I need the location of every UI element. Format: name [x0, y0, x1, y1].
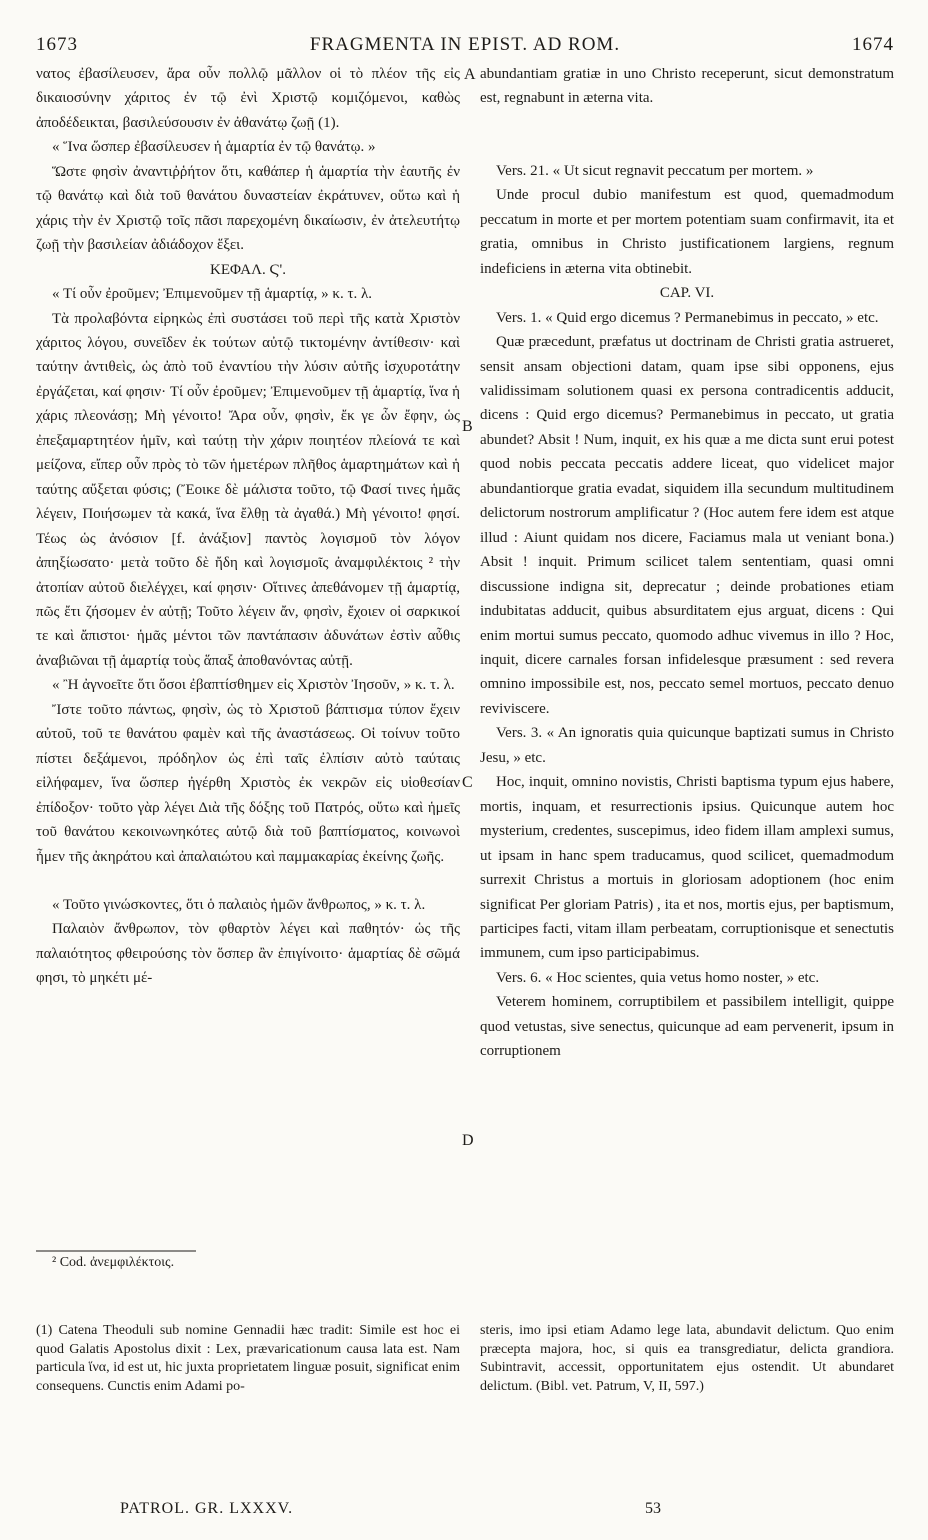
latin-paragraph: abundantiam gratiæ in uno Christo receperunt, sicut demonstratum est, regnabunt in æterna vita. — [480, 66, 894, 107]
latin-lemma: Vers. 3. « An ignoratis quia quicunque baptizati sumus in Christo Jesu, » etc. — [480, 725, 894, 766]
latin-lemma: Vers. 21. « Ut sicut regnavit peccatum per mortem. » — [496, 162, 814, 179]
greek-paragraph: Ἴστε τοῦτο πάντως, φησὶν, ὡς τὸ Χριστοῦ βάπτισμα τύπον ἔχειν αὐτοῦ, τοῦ τε θανάτου φαμὲν καὶ τῆς ἀναστάσεως. Οἱ τοίνυν τοῦτο πίστει δεξάμενοι, πρόδηλον ὡς ἐπὶ ταῖς ἐλπίσιν αὐτὸ ταύταις εἰλήφαμεν, ἵνα ὥσπερ ἠγέρθη Χριστὸς ἐκ νεκρῶν εἰς υἱοθεσίαν ἐπίδοξον· τοῦτο γὰρ λέγει Διὰ τῆς δόξης τοῦ Πατρός, οὕτω καὶ ἡμεῖς τοῦ θανάτου κεκοινωνηκότες αὐτῷ διὰ τοῦ βαπτίσματος, κοινωνοὶ ἦμεν τῆς ἀκηράτου καὶ ἀπαλαιώτου καὶ παμμακαρίας ἐκείνης ζωῆς. — [36, 701, 460, 865]
latin-lemma: Vers. 6. « Hoc scientes, quia vetus homo noster, » etc. — [496, 969, 820, 986]
greek-lemma: « Ἵνα ὥσπερ ἐβασίλευσεν ἡ ἁμαρτία ἐν τῷ θανάτῳ. » — [52, 139, 376, 156]
greek-footnote: ² Cod. ἀνεμφιλέκτοις. — [52, 1255, 175, 1270]
latin-paragraph: Unde procul dubio manifestum est quod, quemadmodum peccatum in morte et per mortem potentiam suam confirmavit, ita et gratia, omnibus in Christo justificationem largiens, regnum indeficiens in æterna vita obtinebit. — [480, 187, 894, 277]
spacer — [36, 869, 460, 893]
latin-paragraph: Quæ præcedunt, præfatus ut doctrinam de Christi gratia astrueret, sensit ansam objectioni datam, quam ipse sibi opponens, ejus validissimam solutionem quasi ex persona contradicentis adducit, dicens : Quid ergo dicemus? Permanebimus in peccato, ut gratia abundet? Absit ! Num, inquit, ex his quæ a me dicta sunt erui potest quod nobis peccata peccatis addere liceat, quo videlicet major abundantiorque gratia evadat, siquidem illa secundum multitudinem delictorum nostrorum amplificatur ? (Hoc autem fere idem est atque illud : Aiunt quidam nos dicere, Faciamus mala ut veniant bona.) Absit ! inquit. Primum scilicet talem sententiam, quasi omni discussione indigna sit, deprecatur ; deinde probationes etiam indubitatas adducit, quibus absurditatem ejus arguat, dicens : Qui enim mortui sumus peccato, quomodo adhuc vivemus in illo ? Hoc, inquit, dicere carnales forsan infidelesque præsument : sed revera omnino impossibile est, nos, peccato semel mortuos, peccato denuo reviviscere. — [480, 334, 894, 717]
greek-paragraph: Παλαιὸν ἄνθρωπον, τὸν φθαρτὸν λέγει καὶ παθητόν· ὡς τῆς παλαιότητος φθειρούσης τὸν ὅσπερ ἂν ἐπιγίνοιτο· ἁμαρτίας δὲ σῶμά φησι, τὸ μηκέτι μέ- — [36, 921, 460, 987]
greek-paragraph: νατος ἐβασίλευσεν, ἄρα οὖν πολλῷ μᾶλλον οἱ τὸ πλέον τῆς εἰς δικαιοσύνην χάριτος ἐν τῷ ἐνὶ Χριστῷ κομιζόμενοι, καθὼς ἀποδέδεικται, βασιλεύσουσιν ἐν ἀθανάτῳ ζωῇ (1). — [36, 66, 460, 131]
margin-letter-a: A — [464, 66, 476, 83]
editorial-note-left — [36, 1322, 460, 1396]
latin-column — [480, 62, 894, 1064]
latin-paragraph: Hoc, inquit, omnino novistis, Christi baptisma typum ejus habere, mortis, inquam, et resurrectionis ipsius. Quicunque autem hoc mysterium, credentes, suscepimus, ideo fidem illam amplexi sumus, ut ipsam in hanc spem traducamus, quod scilicet, quemadmodum surrexit Christus a mortuis in gloriosam adoptionem (hoc enim significat Per gloriam Patris) , ita et nos, mortis ejus, per baptismum, participes facti, vitam illam perbeatam, corruptionisque et senectutis immunem, cum ipso participabimus. — [480, 774, 894, 962]
spacer — [480, 111, 894, 159]
greek-paragraph: Τὰ προλαβόντα εἰρηκὼς ἐπὶ συστάσει τοῦ περὶ τῆς κατὰ Χριστὸν χάριτος λόγου, συνεῖδεν ἐκ τούτων αὐτῷ τικτομένην ἀντίθεσιν· καὶ ταύτην ἀντιθεὶς, ὡς ἀπὸ τοῦ ἐναντίου τὴν λύσιν αὐτῆς ἰσχυροτάτην ἐργάζεται, καί φησιν· Τί οὖν ἐροῦμεν; Ἐπιμενοῦμεν τῇ ἁμαρτίᾳ, ἵνα ἡ χάρις πλεονάσῃ; Μὴ γένοιτο! Ἄρα οὖν, φησὶν, ἔκ γε ὧν ἔφην, ὡς ἐπεξαμαρτητέον ἡμῖν, καὶ ταύτῃ τὴν χάριν ποιητέον πλείονά τε καὶ μείζονα, εἴπερ οὖν πρὸς τὸ τῶν ἡμετέρων πλῆθος ἁμαρτημάτων καὶ ἡ ταύτης αὔξεται φύσις; (Ἔοικε δὲ μάλιστα τοῦτο, τῷ Φασί τινες ἡμᾶς λέγειν, Ποιήσωμεν τὰ κακά, ἵνα ἔλθῃ τὰ ἀγαθά.) Μὴ γένοιτο! φησί. Τέως ὡς ἀνόσιον [f. ἀνάξιον] παντὸς λογισμοῦ τὸν λόγον ἀπηξίωσατο· μετὰ τοῦτο δὲ ἤδη καὶ λογισμοῖς ἀναμφιλέκτοις ² τὴν ἀτοπίαν αὐτοῦ διελέγχει, καί φησιν· Οἵτινες ἀπεθάνομεν τῇ ἁμαρτίᾳ, πῶς ἔτι ζήσομεν ἐν αὐτῇ; Τοῦτο λέγειν ἄν, φησὶν, ἔχοιεν οἱ σαρκικοί τε καὶ ἄπιστοι· ἡμᾶς μέντοι τῶν παντάπασιν ἀδυνάτων ἐστὶν αὖθις ἀναβιῶναι τῇ ἁμαρτίᾳ τοὺς ἅπαξ ἀποθανόντας αὐτῇ. — [36, 310, 460, 669]
latin-paragraph: Veterem hominem, corruptibilem et passibilem intelligit, quippe quod vetustas, sive senectus, quicunque ad eam pervenerit, ipsum in corruptionem — [480, 994, 894, 1060]
right-column-number: 1674 — [852, 34, 894, 55]
signature-line: PATROL. GR. LXXXV. — [120, 1500, 294, 1517]
running-title: FRAGMENTA IN EPIST. AD ROM. — [309, 34, 621, 55]
page-header — [36, 34, 894, 58]
greek-lemma: « Ἢ ἀγνοεῖτε ὅτι ὅσοι ἐβαπτίσθημεν εἰς Χριστὸν Ἰησοῦν, » κ. τ. λ. — [52, 677, 455, 694]
greek-lemma: « Τί οὖν ἐροῦμεν; Ἐπιμενοῦμεν τῇ ἁμαρτίᾳ, » κ. τ. λ. — [52, 286, 373, 303]
margin-letter-b: B — [462, 418, 473, 435]
editorial-note-text: (1) Catena Theoduli sub nomine Gennadii hæc tradit: Simile est hoc ei quod Galatis Apostolus dixit : Lex, prævaricationum causa lata est. Nam particula ἵνα, id est ut, hic juxta proprietatem linguæ posuit, significat enim consequens. Cunctis enim Adami po- — [36, 1323, 460, 1394]
margin-letter-d: D — [462, 1132, 474, 1149]
greek-paragraph: Ὥστε φησὶν ἀναντιῤῥήτον ὅτι, καθάπερ ἡ ἁμαρτία τὴν ἑαυτῆς ἐν τῷ θανάτῳ καὶ διὰ τοῦ θανάτου δυναστείαν ἐκράτυνεν, οὕτω καὶ ἡ χάρις τὴν ἐν Χριστῷ τοῖς πᾶσι παρεχομένη δικαίωσιν, ἐν ἀτελευτήτῳ ζωῇ τὴν βασιλείαν ἀδιάδοχον ἕξει. — [36, 163, 460, 254]
latin-chapter-heading: CAP. VI. — [659, 285, 715, 302]
latin-lemma: Vers. 1. « Quid ergo dicemus ? Permanebimus in peccato, » etc. — [496, 309, 879, 326]
editorial-note-right — [480, 1322, 894, 1396]
footnote-rule — [36, 1250, 196, 1252]
editorial-note-text: steris, imo ipsi etiam Adamo lege lata, abundavit delictum. Quo enim præcepta majora, hoc, si quis ea transgrediatur, delicta grandiora. Subintravit, accessit, opportunitatem ejus ostendit. Ut abundaret delictum. (Bibl. vet. Patrum, V, II, 597.) — [480, 1323, 894, 1394]
margin-letter-c: C — [462, 774, 473, 791]
greek-chapter-heading: ΚΕΦΑΛ. Ϛ'. — [210, 261, 286, 278]
greek-column — [36, 62, 460, 991]
left-column-number: 1673 — [36, 34, 78, 55]
greek-lemma: « Τοῦτο γινώσκοντες, ὅτι ὁ παλαιὸς ἡμῶν ἄνθρωπος, » κ. τ. λ. — [52, 896, 426, 913]
page-number: 53 — [645, 1500, 661, 1517]
